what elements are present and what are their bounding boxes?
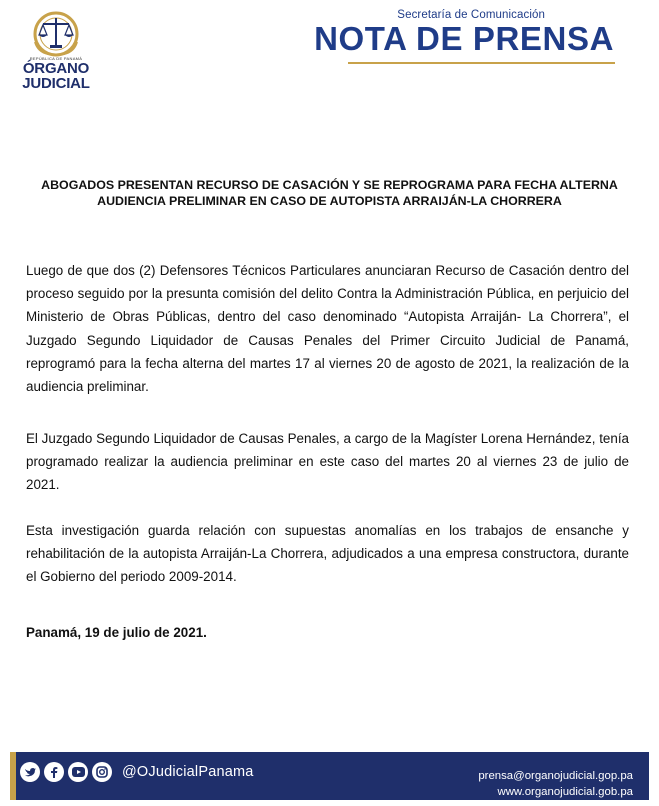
logo-name-line1: ÓRGANO [22, 60, 90, 77]
social-links [20, 760, 254, 784]
organo-judicial-logo [14, 8, 98, 120]
social-handle[interactable]: @OJudicialPanama [122, 764, 254, 780]
logo-republic-text: REPÚBLICA DE PANAMÁ [29, 56, 83, 61]
logo-name-line2: JUDICIAL [22, 75, 90, 92]
signoff-date: Panamá, 19 de julio de 2021. [26, 625, 207, 640]
press-release-title: NOTA DE PRENSA [314, 20, 614, 57]
contact-info [478, 768, 633, 800]
body-paragraph-1: Luego de que dos (2) Defensores Técnicos Particulares anunciaran Recurso de Casación dentro del proceso seguido por la presunta comisión del delito Contra la Administración Pública, en perjuicio del Ministerio de Obras Públicas, dentro del caso denominado “Autopista Arraiján- La Chorrera”, el Juzgado Segundo Liquidador de Causas Penales del Primer Circuito Judicial de Panamá, reprogramó para la fecha alterna del martes 17 al viernes 20 de agosto de 2021, la realización de la audiencia preliminar. [26, 263, 629, 395]
headline: ABOGADOS PRESENTAN RECURSO DE CASACIÓN Y SE REPROGRAMA PARA FECHA ALTERNA AUDIENCIA PRELIMINAR EN CASO DE AUTOPISTA ARRAIJÁN-LA CHORRERA [41, 178, 618, 208]
press-email-link[interactable]: prensa@organojudicial.gop.pa [478, 770, 633, 782]
scales-of-justice-icon [28, 8, 84, 58]
body-paragraph-2: El Juzgado Segundo Liquidador de Causas Penales, a cargo de la Magíster Lorena Hernández, tenía programado realizar la audiencia preliminar en este caso del martes 20 al viernes 23 de julio de 2021. [26, 431, 629, 493]
header-divider [348, 62, 615, 64]
facebook-icon[interactable] [44, 762, 64, 782]
twitter-icon[interactable] [20, 762, 40, 782]
secretariat-title: Secretaría de Comunicación [397, 9, 545, 21]
footer-accent-stripe [10, 752, 16, 800]
website-link[interactable]: www.organojudicial.gob.pa [497, 786, 633, 798]
body-paragraph-3: Esta investigación guarda relación con supuestas anomalías en los trabajos de ensanche y rehabilitación de la autopista Arraiján-La Chorrera, adjudicados a una empresa constructora, durante el Gobierno del periodo 2009-2014. [26, 523, 629, 585]
instagram-icon[interactable] [92, 762, 112, 782]
youtube-icon[interactable] [68, 762, 88, 782]
